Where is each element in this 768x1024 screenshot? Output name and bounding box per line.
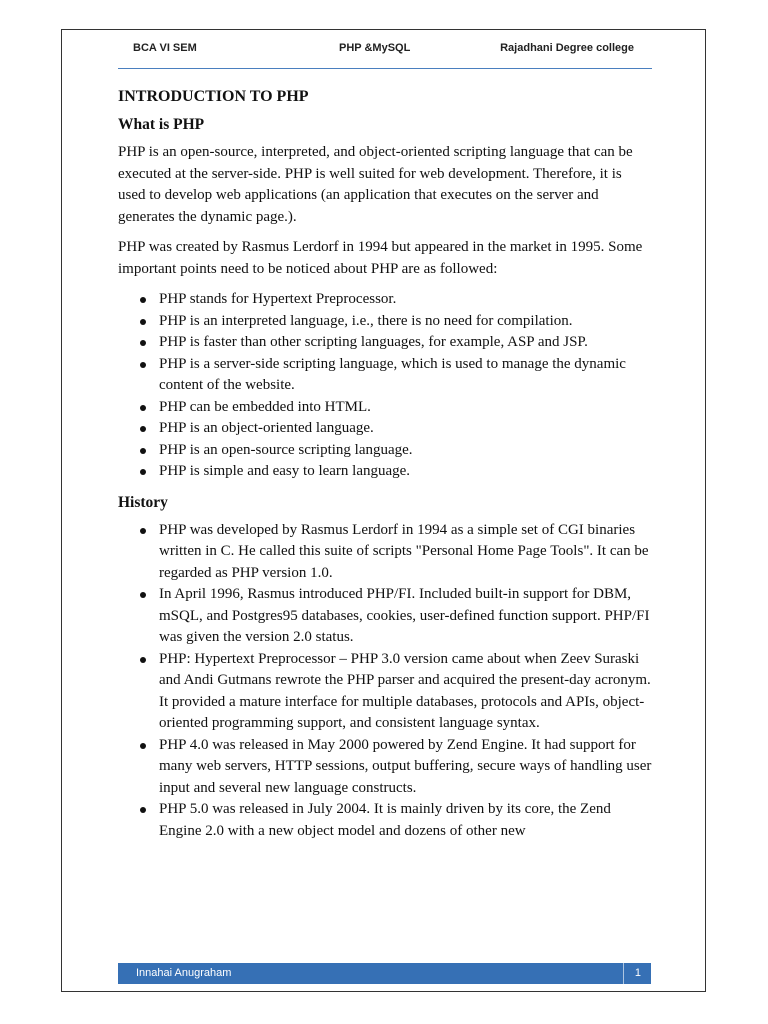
list-item: PHP 5.0 was released in July 2004. It is mainly driven by its core, the Zend Engine 2.0 with a new object model and dozens of other new: [159, 799, 652, 842]
page-number: 1: [634, 967, 641, 979]
list-item: PHP can be embedded into HTML.: [159, 397, 652, 419]
header-rule: [118, 68, 652, 69]
history-list: [118, 520, 652, 843]
header-college: Rajadhani Degree college: [500, 42, 634, 54]
section-heading-history: History: [118, 493, 168, 511]
list-item: PHP stands for Hypertext Preprocessor.: [159, 289, 652, 311]
section-heading-what-is-php: What is PHP: [118, 116, 205, 133]
page-header: [118, 42, 652, 60]
list-item: PHP is simple and easy to learn language.: [159, 461, 652, 483]
list-item: In April 1996, Rasmus introduced PHP/FI. Included built-in support for DBM, mSQL, and Postgres95 databases, cookies, user-defined function support. PHP/FI was given the version 2.0 status.: [159, 584, 652, 649]
list-item: PHP is a server-side scripting language, which is used to manage the dynamic content of the website.: [159, 354, 652, 397]
header-subject: PHP &MySQL: [339, 42, 411, 54]
list-item: PHP is an open-source scripting language.: [159, 440, 652, 462]
list-item: PHP is an object-oriented language.: [159, 418, 652, 440]
document-body: [118, 86, 652, 851]
footer-author: Innahai Anugraham: [136, 967, 232, 979]
list-item: PHP was developed by Rasmus Lerdorf in 1994 as a simple set of CGI binaries written in C. He called this suite of scripts "Personal Home Page Tools". It can be regarded as PHP version 1.0.: [159, 520, 652, 585]
list-item: PHP is an interpreted language, i.e., there is no need for compilation.: [159, 311, 652, 333]
paragraph: PHP was created by Rasmus Lerdorf in 1994 but appeared in the market in 1995. Some important points need to be noticed about PHP are as followed:: [118, 239, 643, 277]
points-list: [118, 289, 652, 483]
list-item: PHP is faster than other scripting languages, for example, ASP and JSP.: [159, 332, 652, 354]
list-item: PHP: Hypertext Preprocessor – PHP 3.0 version came about when Zeev Suraski and Andi Gutmans rewrote the PHP parser and acquired the present-day acronym. It provided a mature interface for multiple databases, protocols and APIs, object-oriented programming support, and consistent language syntax.: [159, 649, 652, 735]
paragraph: PHP is an open-source, interpreted, and object-oriented scripting language that can be executed at the server-side. PHP is well suited for web development. Therefore, it is used to develop web applications (an application that executes on the server and generates the dynamic page.).: [118, 144, 633, 225]
footer-divider: [623, 963, 624, 984]
list-item: PHP 4.0 was released in May 2000 powered by Zend Engine. It had support for many web servers, HTTP sessions, output buffering, secure ways of handling user input and several new language constructs.: [159, 735, 652, 800]
page-footer: [118, 963, 651, 984]
header-course: BCA VI SEM: [133, 42, 197, 54]
page-title: INTRODUCTION TO PHP: [118, 88, 309, 105]
